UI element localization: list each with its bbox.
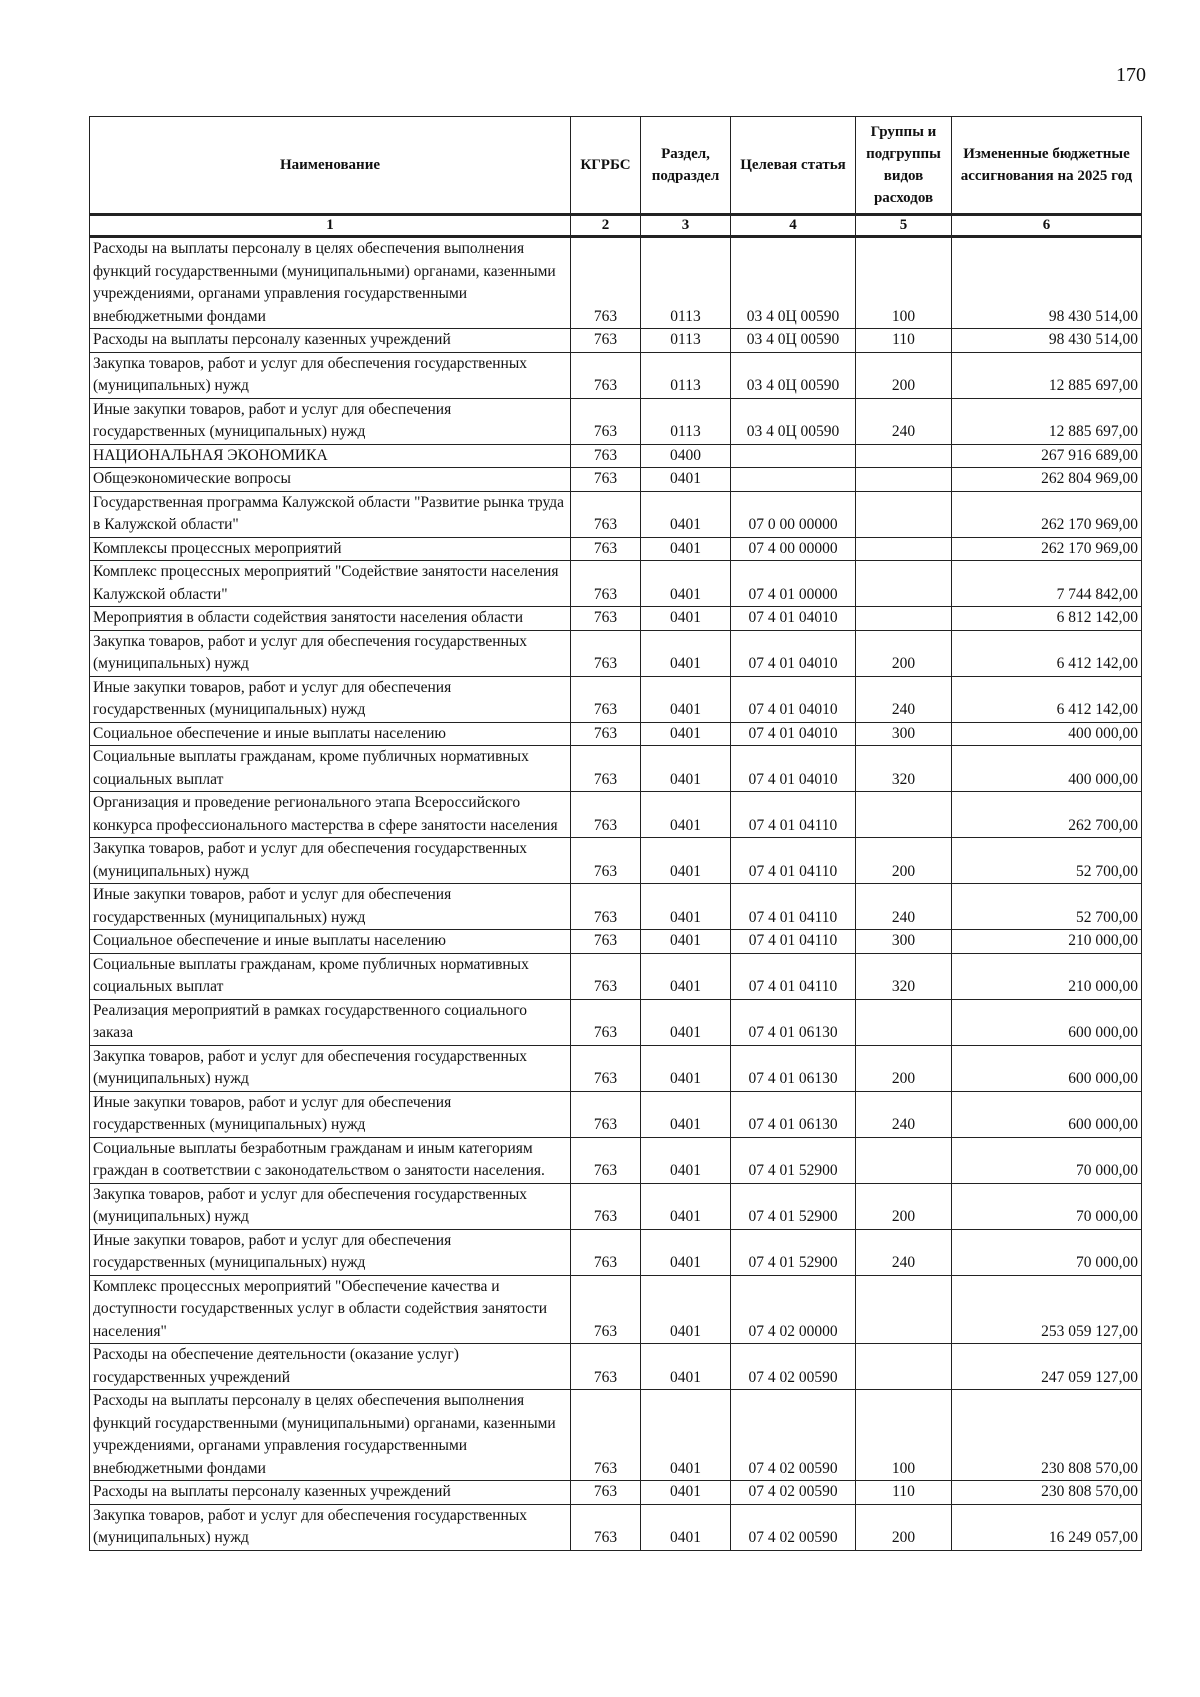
row-group — [856, 792, 952, 838]
row-kgrbs: 763 — [571, 1504, 641, 1550]
column-number: 3 — [641, 215, 731, 237]
row-section: 0401 — [641, 838, 731, 884]
row-kgrbs: 763 — [571, 537, 641, 561]
budget-table — [89, 116, 1142, 1551]
table-row — [90, 1137, 1142, 1183]
table-row — [90, 1481, 1142, 1505]
row-target: 07 4 01 52900 — [731, 1229, 856, 1275]
row-kgrbs: 763 — [571, 1275, 641, 1344]
row-group — [856, 607, 952, 631]
table-row — [90, 676, 1142, 722]
row-kgrbs: 763 — [571, 953, 641, 999]
row-target: 03 4 0Ц 00590 — [731, 237, 856, 329]
row-target: 07 4 02 00590 — [731, 1344, 856, 1390]
table-header-row — [90, 117, 1142, 215]
row-kgrbs: 763 — [571, 1481, 641, 1505]
row-section: 0401 — [641, 1091, 731, 1137]
row-kgrbs: 763 — [571, 444, 641, 468]
row-target: 07 4 01 04110 — [731, 792, 856, 838]
row-section: 0401 — [641, 722, 731, 746]
row-section: 0401 — [641, 884, 731, 930]
row-amount: 6 812 142,00 — [952, 607, 1142, 631]
row-target: 07 4 01 52900 — [731, 1183, 856, 1229]
row-section: 0401 — [641, 468, 731, 492]
row-name: Закупка товаров, работ и услуг для обеспечения государственных (муниципальных) нужд — [90, 1045, 571, 1091]
row-target: 07 4 01 00000 — [731, 561, 856, 607]
row-group: 100 — [856, 237, 952, 329]
row-section: 0401 — [641, 746, 731, 792]
row-kgrbs: 763 — [571, 722, 641, 746]
row-group — [856, 1137, 952, 1183]
table-row — [90, 1504, 1142, 1550]
row-name: Расходы на обеспечение деятельности (оказание услуг) государственных учреждений — [90, 1344, 571, 1390]
column-number: 5 — [856, 215, 952, 237]
row-name: НАЦИОНАЛЬНАЯ ЭКОНОМИКА — [90, 444, 571, 468]
page-number: 170 — [1116, 64, 1146, 86]
row-amount: 70 000,00 — [952, 1183, 1142, 1229]
row-group — [856, 444, 952, 468]
row-target: 07 4 01 04010 — [731, 676, 856, 722]
row-group: 240 — [856, 676, 952, 722]
row-group: 240 — [856, 398, 952, 444]
row-target: 07 4 01 04110 — [731, 930, 856, 954]
row-section: 0113 — [641, 329, 731, 353]
header-name: Наименование — [90, 117, 571, 215]
row-kgrbs: 763 — [571, 329, 641, 353]
column-number: 4 — [731, 215, 856, 237]
row-target: 03 4 0Ц 00590 — [731, 329, 856, 353]
row-group: 320 — [856, 746, 952, 792]
row-target: 03 4 0Ц 00590 — [731, 398, 856, 444]
row-section: 0401 — [641, 1481, 731, 1505]
row-target: 07 4 01 04110 — [731, 838, 856, 884]
row-amount: 52 700,00 — [952, 884, 1142, 930]
row-section: 0401 — [641, 999, 731, 1045]
row-name: Иные закупки товаров, работ и услуг для обеспечения государственных (муниципальных) нужд — [90, 1229, 571, 1275]
row-amount: 52 700,00 — [952, 838, 1142, 884]
row-target: 07 4 01 04010 — [731, 722, 856, 746]
row-group — [856, 1344, 952, 1390]
row-section: 0401 — [641, 1229, 731, 1275]
row-group — [856, 999, 952, 1045]
row-group: 240 — [856, 884, 952, 930]
row-section: 0401 — [641, 930, 731, 954]
row-amount: 12 885 697,00 — [952, 398, 1142, 444]
table-row — [90, 884, 1142, 930]
row-amount: 262 804 969,00 — [952, 468, 1142, 492]
row-section: 0400 — [641, 444, 731, 468]
table-row — [90, 792, 1142, 838]
row-group: 110 — [856, 1481, 952, 1505]
row-section: 0113 — [641, 237, 731, 329]
row-target: 07 4 01 04110 — [731, 884, 856, 930]
row-amount: 247 059 127,00 — [952, 1344, 1142, 1390]
row-section: 0401 — [641, 537, 731, 561]
row-kgrbs: 763 — [571, 398, 641, 444]
table-row — [90, 838, 1142, 884]
row-target: 07 4 02 00590 — [731, 1481, 856, 1505]
row-kgrbs: 763 — [571, 884, 641, 930]
row-kgrbs: 763 — [571, 746, 641, 792]
table-row — [90, 1229, 1142, 1275]
row-target: 07 4 00 00000 — [731, 537, 856, 561]
table-row — [90, 1091, 1142, 1137]
row-name: Иные закупки товаров, работ и услуг для обеспечения государственных (муниципальных) нужд — [90, 398, 571, 444]
row-group: 200 — [856, 1045, 952, 1091]
row-section: 0113 — [641, 352, 731, 398]
row-name: Комплекс процессных мероприятий "Обеспечение качества и доступности государственных услуг в области содействия занятости населения" — [90, 1275, 571, 1344]
row-name: Социальные выплаты гражданам, кроме публичных нормативных социальных выплат — [90, 953, 571, 999]
table-row — [90, 329, 1142, 353]
table-row — [90, 722, 1142, 746]
table-row — [90, 1183, 1142, 1229]
row-group: 200 — [856, 838, 952, 884]
row-amount: 210 000,00 — [952, 930, 1142, 954]
row-amount: 6 412 142,00 — [952, 630, 1142, 676]
row-amount: 253 059 127,00 — [952, 1275, 1142, 1344]
row-target: 07 4 02 00000 — [731, 1275, 856, 1344]
table-row — [90, 398, 1142, 444]
row-kgrbs: 763 — [571, 1390, 641, 1481]
row-amount: 16 249 057,00 — [952, 1504, 1142, 1550]
row-target: 07 4 01 04010 — [731, 607, 856, 631]
row-name: Комплексы процессных мероприятий — [90, 537, 571, 561]
row-amount: 400 000,00 — [952, 722, 1142, 746]
row-amount: 98 430 514,00 — [952, 237, 1142, 329]
row-target: 07 4 01 04010 — [731, 630, 856, 676]
row-target: 07 0 00 00000 — [731, 491, 856, 537]
row-amount: 400 000,00 — [952, 746, 1142, 792]
row-target: 07 4 01 04110 — [731, 953, 856, 999]
row-section: 0401 — [641, 1045, 731, 1091]
row-name: Иные закупки товаров, работ и услуг для обеспечения государственных (муниципальных) нужд — [90, 676, 571, 722]
row-amount: 70 000,00 — [952, 1229, 1142, 1275]
row-kgrbs: 763 — [571, 352, 641, 398]
row-amount: 600 000,00 — [952, 999, 1142, 1045]
row-kgrbs: 763 — [571, 468, 641, 492]
table-row — [90, 537, 1142, 561]
row-group: 300 — [856, 722, 952, 746]
row-group: 200 — [856, 352, 952, 398]
row-kgrbs: 763 — [571, 1183, 641, 1229]
row-target: 07 4 01 06130 — [731, 999, 856, 1045]
row-group — [856, 468, 952, 492]
row-amount: 262 700,00 — [952, 792, 1142, 838]
row-group: 320 — [856, 953, 952, 999]
row-name: Закупка товаров, работ и услуг для обеспечения государственных (муниципальных) нужд — [90, 352, 571, 398]
row-section: 0401 — [641, 1390, 731, 1481]
row-kgrbs: 763 — [571, 1091, 641, 1137]
row-group: 100 — [856, 1390, 952, 1481]
row-name: Иные закупки товаров, работ и услуг для обеспечения государственных (муниципальных) нужд — [90, 884, 571, 930]
row-group — [856, 491, 952, 537]
row-name: Государственная программа Калужской области "Развитие рынка труда в Калужской области" — [90, 491, 571, 537]
row-name: Социальное обеспечение и иные выплаты населению — [90, 930, 571, 954]
row-kgrbs: 763 — [571, 838, 641, 884]
table-row — [90, 1275, 1142, 1344]
row-group: 240 — [856, 1091, 952, 1137]
row-section: 0401 — [641, 953, 731, 999]
row-name: Расходы на выплаты персоналу в целях обеспечения выполнения функций государственными (муниципальными) органами, казенными учреждениями, органами управления государственными внебюджетными фондами — [90, 1390, 571, 1481]
row-name: Расходы на выплаты персоналу казенных учреждений — [90, 329, 571, 353]
row-target: 03 4 0Ц 00590 — [731, 352, 856, 398]
column-number: 6 — [952, 215, 1142, 237]
row-amount: 600 000,00 — [952, 1045, 1142, 1091]
row-kgrbs: 763 — [571, 1137, 641, 1183]
row-amount: 70 000,00 — [952, 1137, 1142, 1183]
row-amount: 98 430 514,00 — [952, 329, 1142, 353]
table-body — [90, 237, 1142, 1551]
table-row — [90, 953, 1142, 999]
table-row — [90, 607, 1142, 631]
row-target: 07 4 01 06130 — [731, 1045, 856, 1091]
row-target — [731, 444, 856, 468]
row-target: 07 4 02 00590 — [731, 1504, 856, 1550]
row-name: Комплекс процессных мероприятий "Содействие занятости населения Калужской области" — [90, 561, 571, 607]
row-name: Расходы на выплаты персоналу в целях обеспечения выполнения функций государственными (муниципальными) органами, казенными учреждениями, органами управления государственными внебюджетными фондами — [90, 237, 571, 329]
header-target: Целевая статья — [731, 117, 856, 215]
row-section: 0401 — [641, 630, 731, 676]
row-name: Иные закупки товаров, работ и услуг для обеспечения государственных (муниципальных) нужд — [90, 1091, 571, 1137]
row-amount: 7 744 842,00 — [952, 561, 1142, 607]
row-group: 200 — [856, 630, 952, 676]
row-section: 0401 — [641, 676, 731, 722]
row-target: 07 4 02 00590 — [731, 1390, 856, 1481]
row-amount: 230 808 570,00 — [952, 1390, 1142, 1481]
row-group: 240 — [856, 1229, 952, 1275]
row-kgrbs: 763 — [571, 999, 641, 1045]
column-number: 1 — [90, 215, 571, 237]
row-kgrbs: 763 — [571, 792, 641, 838]
row-target — [731, 468, 856, 492]
row-kgrbs: 763 — [571, 676, 641, 722]
row-section: 0401 — [641, 1344, 731, 1390]
row-section: 0401 — [641, 1183, 731, 1229]
row-name: Социальное обеспечение и иные выплаты населению — [90, 722, 571, 746]
row-section: 0401 — [641, 561, 731, 607]
table-row — [90, 930, 1142, 954]
table-row — [90, 352, 1142, 398]
row-group: 110 — [856, 329, 952, 353]
row-kgrbs: 763 — [571, 607, 641, 631]
row-amount: 12 885 697,00 — [952, 352, 1142, 398]
row-amount: 267 916 689,00 — [952, 444, 1142, 468]
row-name: Социальные выплаты безработным гражданам и иным категориям граждан в соответствии с законодательством о занятости населения. — [90, 1137, 571, 1183]
row-name: Социальные выплаты гражданам, кроме публичных нормативных социальных выплат — [90, 746, 571, 792]
row-section: 0401 — [641, 1504, 731, 1550]
row-name: Реализация мероприятий в рамках государственного социального заказа — [90, 999, 571, 1045]
row-group: 200 — [856, 1183, 952, 1229]
row-group: 300 — [856, 930, 952, 954]
row-target: 07 4 01 52900 — [731, 1137, 856, 1183]
table-row — [90, 561, 1142, 607]
row-name: Организация и проведение регионального этапа Всероссийского конкурса профессионального мастерства в сфере занятости населения — [90, 792, 571, 838]
row-section: 0113 — [641, 398, 731, 444]
row-amount: 262 170 969,00 — [952, 537, 1142, 561]
table-row — [90, 746, 1142, 792]
row-section: 0401 — [641, 607, 731, 631]
row-amount: 600 000,00 — [952, 1091, 1142, 1137]
row-amount: 262 170 969,00 — [952, 491, 1142, 537]
header-groups: Группы и подгруппы видов расходов — [856, 117, 952, 215]
row-name: Мероприятия в области содействия занятости населения области — [90, 607, 571, 631]
row-name: Закупка товаров, работ и услуг для обеспечения государственных (муниципальных) нужд — [90, 1504, 571, 1550]
row-name: Общеэкономические вопросы — [90, 468, 571, 492]
row-section: 0401 — [641, 491, 731, 537]
row-kgrbs: 763 — [571, 491, 641, 537]
table-row — [90, 999, 1142, 1045]
row-group: 200 — [856, 1504, 952, 1550]
table-row — [90, 630, 1142, 676]
row-group — [856, 561, 952, 607]
row-kgrbs: 763 — [571, 1344, 641, 1390]
table-row — [90, 468, 1142, 492]
row-kgrbs: 763 — [571, 1229, 641, 1275]
row-kgrbs: 763 — [571, 561, 641, 607]
row-group — [856, 1275, 952, 1344]
header-amount: Измененные бюджетные ассигнования на 2025 год — [952, 117, 1142, 215]
row-name: Закупка товаров, работ и услуг для обеспечения государственных (муниципальных) нужд — [90, 1183, 571, 1229]
row-name: Закупка товаров, работ и услуг для обеспечения государственных (муниципальных) нужд — [90, 838, 571, 884]
row-kgrbs: 763 — [571, 1045, 641, 1091]
table-row — [90, 1390, 1142, 1481]
row-section: 0401 — [641, 1137, 731, 1183]
table-row — [90, 237, 1142, 329]
row-target: 07 4 01 04010 — [731, 746, 856, 792]
table-row — [90, 1344, 1142, 1390]
column-number-row — [90, 215, 1142, 237]
row-kgrbs: 763 — [571, 630, 641, 676]
row-kgrbs: 763 — [571, 237, 641, 329]
row-section: 0401 — [641, 792, 731, 838]
row-amount: 230 808 570,00 — [952, 1481, 1142, 1505]
row-name: Расходы на выплаты персоналу казенных учреждений — [90, 1481, 571, 1505]
row-amount: 210 000,00 — [952, 953, 1142, 999]
row-target: 07 4 01 06130 — [731, 1091, 856, 1137]
table-row — [90, 491, 1142, 537]
row-name: Закупка товаров, работ и услуг для обеспечения государственных (муниципальных) нужд — [90, 630, 571, 676]
header-section: Раздел, подраздел — [641, 117, 731, 215]
row-section: 0401 — [641, 1275, 731, 1344]
row-kgrbs: 763 — [571, 930, 641, 954]
header-kgrbs: КГРБС — [571, 117, 641, 215]
row-amount: 6 412 142,00 — [952, 676, 1142, 722]
table-row — [90, 444, 1142, 468]
table-row — [90, 1045, 1142, 1091]
column-number: 2 — [571, 215, 641, 237]
row-group — [856, 537, 952, 561]
